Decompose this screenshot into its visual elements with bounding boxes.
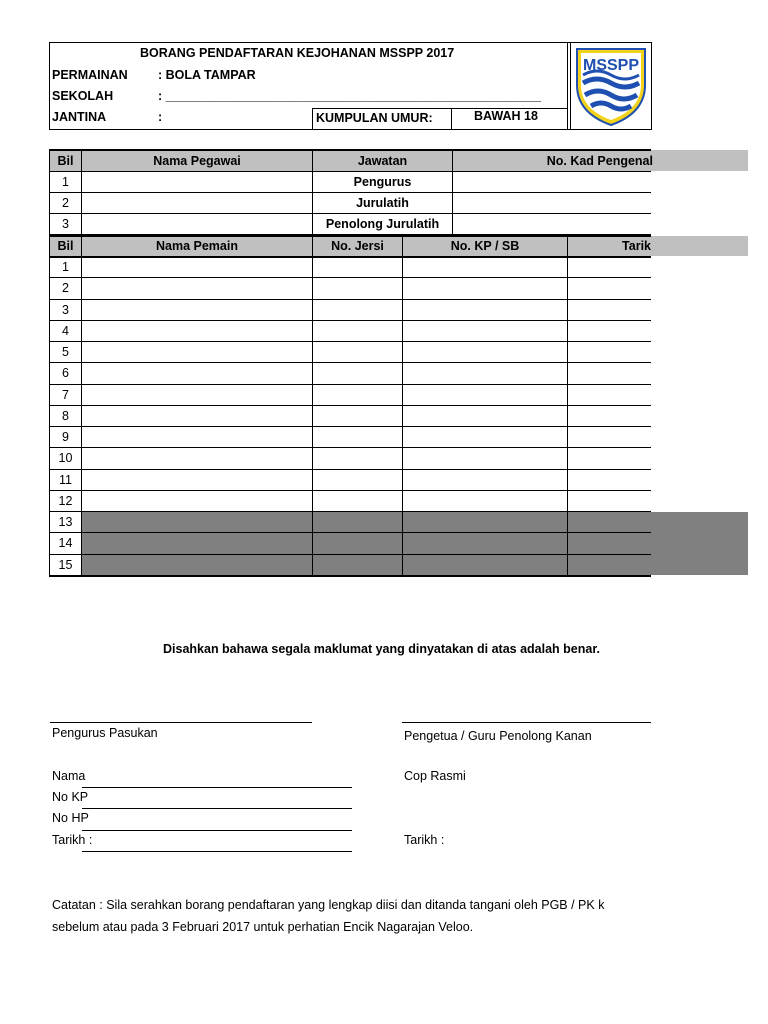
note-line-2: sebelum atau pada 3 Februari 2017 untuk perhatian Encik Nagarajan Veloo. (52, 920, 474, 934)
msspp-logo (573, 45, 649, 127)
player-row-bil: 12 (58, 494, 73, 508)
tarikh-right-label: Tarikh : (404, 833, 445, 847)
officials-header-nama: Nama Pegawai (153, 154, 241, 168)
sekolah-value: : ______________________________________________________ (158, 89, 542, 103)
officials-row-jawatan: Pengurus (353, 175, 412, 189)
tarikh-left-label: Tarikh : (52, 833, 93, 847)
player-row-bil: 8 (62, 409, 69, 423)
nama-label: Nama (52, 769, 86, 783)
note-line-1: Catatan : Sila serahkan borang pendaftaran yang lengkap diisi dan ditanda tangani oleh PGB / PK k (52, 898, 605, 912)
left-role: Pengurus Pasukan (52, 726, 158, 740)
cop-rasmi-label: Cop Rasmi (404, 769, 466, 783)
player-row-bil: 7 (62, 388, 69, 402)
right-role: Pengetua / Guru Penolong Kanan (404, 729, 592, 743)
officials-row-bil: 3 (62, 217, 69, 231)
player-row-bil: 2 (62, 281, 69, 295)
player-row-bil: 10 (58, 451, 73, 465)
players-header-nama: Nama Pemain (156, 239, 238, 253)
officials-row-jawatan: Penolong Jurulatih (325, 217, 440, 231)
players-header-jersi: No. Jersi (331, 239, 384, 253)
logo-text: MSSPP (582, 57, 640, 74)
declaration-text: Disahkan bahawa segala maklumat yang dinyatakan di atas adalah benar. (163, 642, 600, 656)
kumpulan-value: BAWAH 18 (474, 109, 538, 123)
officials-row-jawatan: Jurulatih (356, 196, 409, 210)
player-row-bil: 9 (62, 430, 69, 444)
player-row-bil: 5 (62, 345, 69, 359)
form-title: BORANG PENDAFTARAN KEJOHANAN MSSPP 2017 (140, 46, 455, 60)
permainan-label: PERMAINAN (52, 68, 128, 82)
sekolah-label: SEKOLAH (52, 89, 114, 103)
player-row-bil: 1 (62, 260, 69, 274)
players-header-bil: Bil (57, 239, 74, 253)
jantina-value: : (158, 110, 163, 124)
players-header-tarikh: Tarik (622, 239, 651, 253)
player-row-bil: 13 (58, 515, 73, 529)
permainan-value: : BOLA TAMPAR (158, 68, 256, 82)
player-row-bil: 6 (62, 366, 69, 380)
player-row-bil: 4 (62, 324, 69, 338)
officials-header-kad: No. Kad Pengenal (546, 154, 653, 168)
player-row-bil: 3 (62, 303, 69, 317)
player-row-bil: 14 (58, 536, 73, 550)
officials-header-jawatan: Jawatan (357, 154, 408, 168)
officials-row-bil: 1 (62, 175, 69, 189)
no-kp-label: No KP (52, 790, 89, 804)
kumpulan-label: KUMPULAN UMUR: (316, 111, 433, 125)
officials-header-bil: Bil (57, 154, 74, 168)
player-row-bil: 15 (58, 558, 73, 572)
player-row-bil: 11 (59, 473, 72, 487)
officials-row-bil: 2 (62, 196, 69, 210)
no-hp-label: No HP (52, 811, 89, 825)
jantina-label: JANTINA (52, 110, 107, 124)
players-header-kp: No. KP / SB (450, 239, 520, 253)
